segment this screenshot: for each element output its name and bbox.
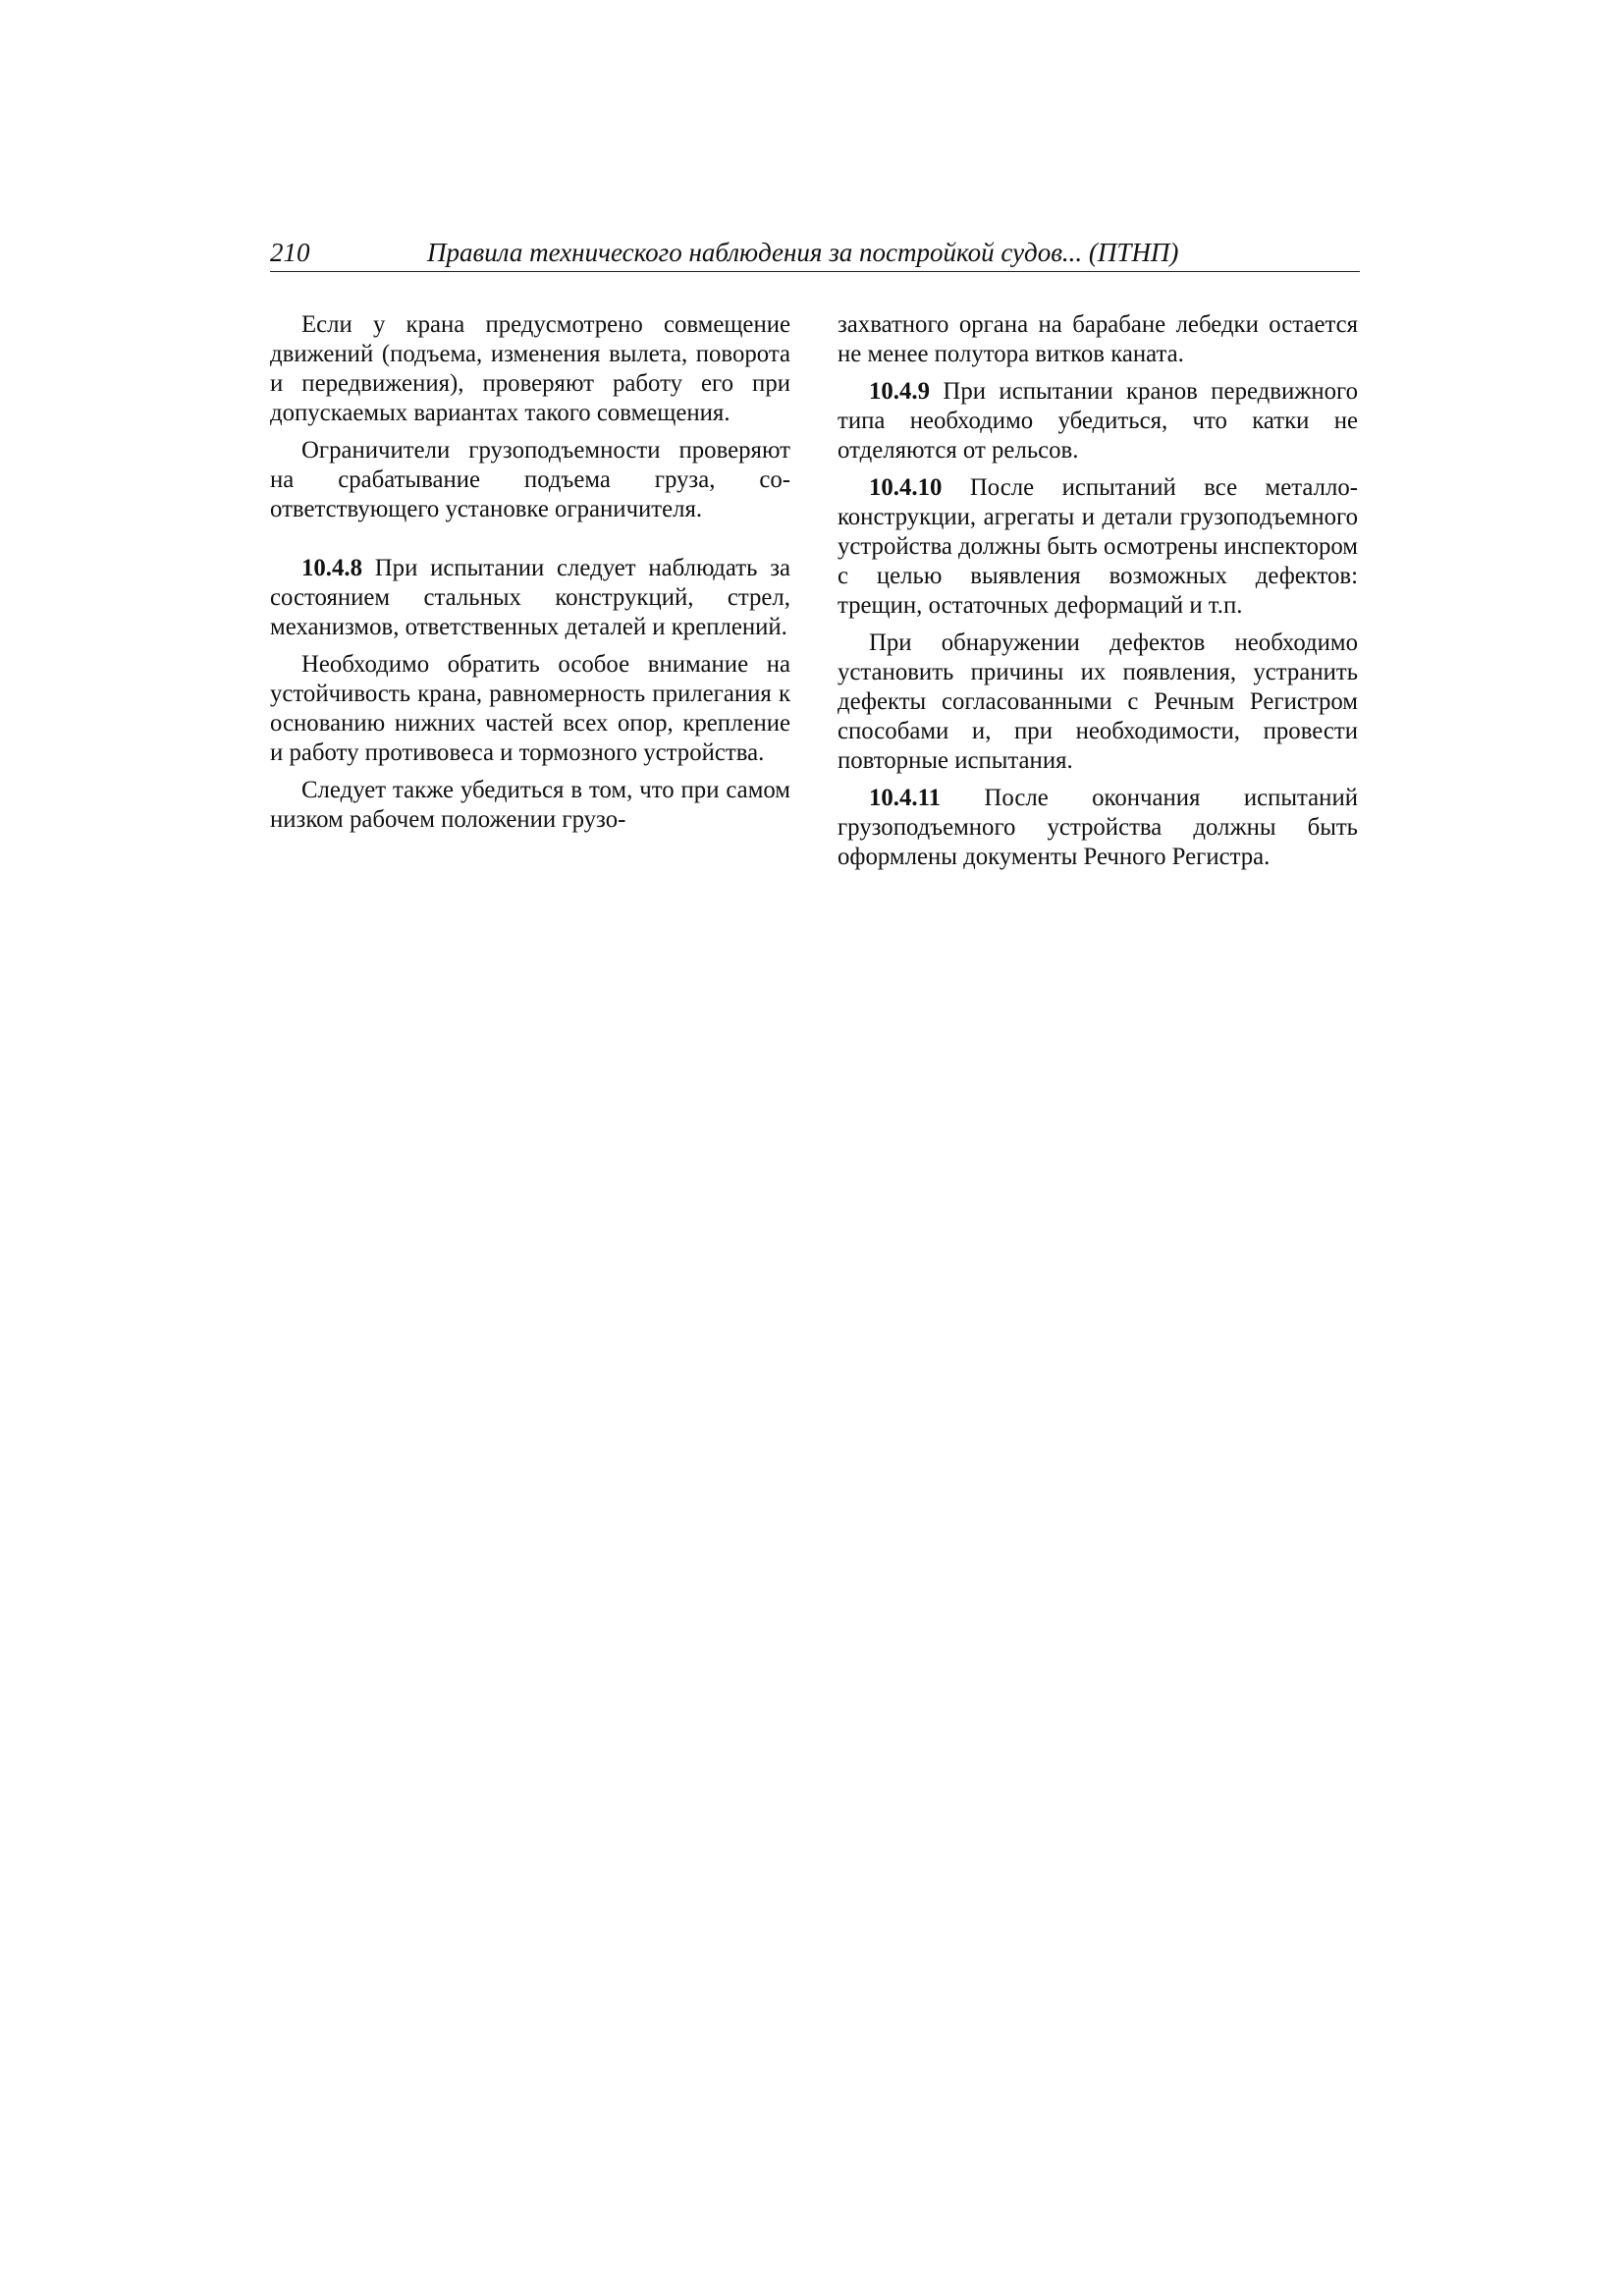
clause-text: После испытаний все металлоконструкции, агрегаты и детали грузоподъемного устройства должны быть осмотрены инспектором с целью выявления возможных дефектов: трещин, остаточных деформаций и т.п.: [838, 474, 1358, 619]
paragraph-lowest-position: Следует также убедиться в том, что при самом низком рабочем положении грузо-: [270, 777, 790, 833]
clause-10-4-11: [838, 784, 1358, 872]
page-number: 210: [270, 238, 310, 267]
clause-text: При испытании кранов передвижного типа необходимо убедиться, что катки не отделяются от рельсов.: [838, 378, 1358, 464]
paragraph-combined-motions: Если у крана предусмотрено совмещение движений (подъема, изменения вылета, поворота и передвижения), проверяют работу его при допускаемых вариантах такого совмещения.: [270, 311, 790, 426]
clause-number: 10.4.8: [301, 555, 362, 581]
paragraph-drum-turns: захватного органа на барабане лебедки остается не менее полутора витков каната.: [838, 311, 1358, 367]
clause-text: После окончания испытаний грузоподъемного устройства должны быть оформлены документы Речного Регистра.: [838, 785, 1358, 870]
running-header: [270, 236, 1360, 272]
clause-10-4-8: [270, 554, 790, 642]
clause-10-4-10: [838, 473, 1358, 621]
paragraph-load-limiters: Ограничители грузоподъемности проверяют на срабатывание подъема груза, соответствующего установке ограничителя.: [270, 437, 790, 522]
left-column: [270, 310, 790, 835]
clause-number: 10.4.11: [869, 785, 942, 811]
paragraph-defects-found: При обнаружении дефектов необходимо установить причины их появления, устранить дефекты согласованными с Речным Регистром способами и, при необходимости, провести повторные испытания.: [838, 629, 1358, 774]
clause-number: 10.4.9: [869, 378, 930, 405]
paragraph-crane-stability: Необходимо обратить особое внимание на устойчивость крана, равномерность прилегания к основанию нижних частей всех опор, крепление и работу противовеса и тормозного устройства.: [270, 651, 790, 766]
clause-number: 10.4.10: [869, 474, 943, 501]
clause-10-4-9: [838, 377, 1358, 465]
running-title: Правила технического наблюдения за постройкой судов... (ПТНП): [427, 238, 1179, 267]
right-column: [838, 310, 1358, 872]
clause-text: При испытании следует наблюдать за состоянием стальных конструкций, стрел, механизмов, ответственных деталей и креплений.: [270, 555, 790, 640]
